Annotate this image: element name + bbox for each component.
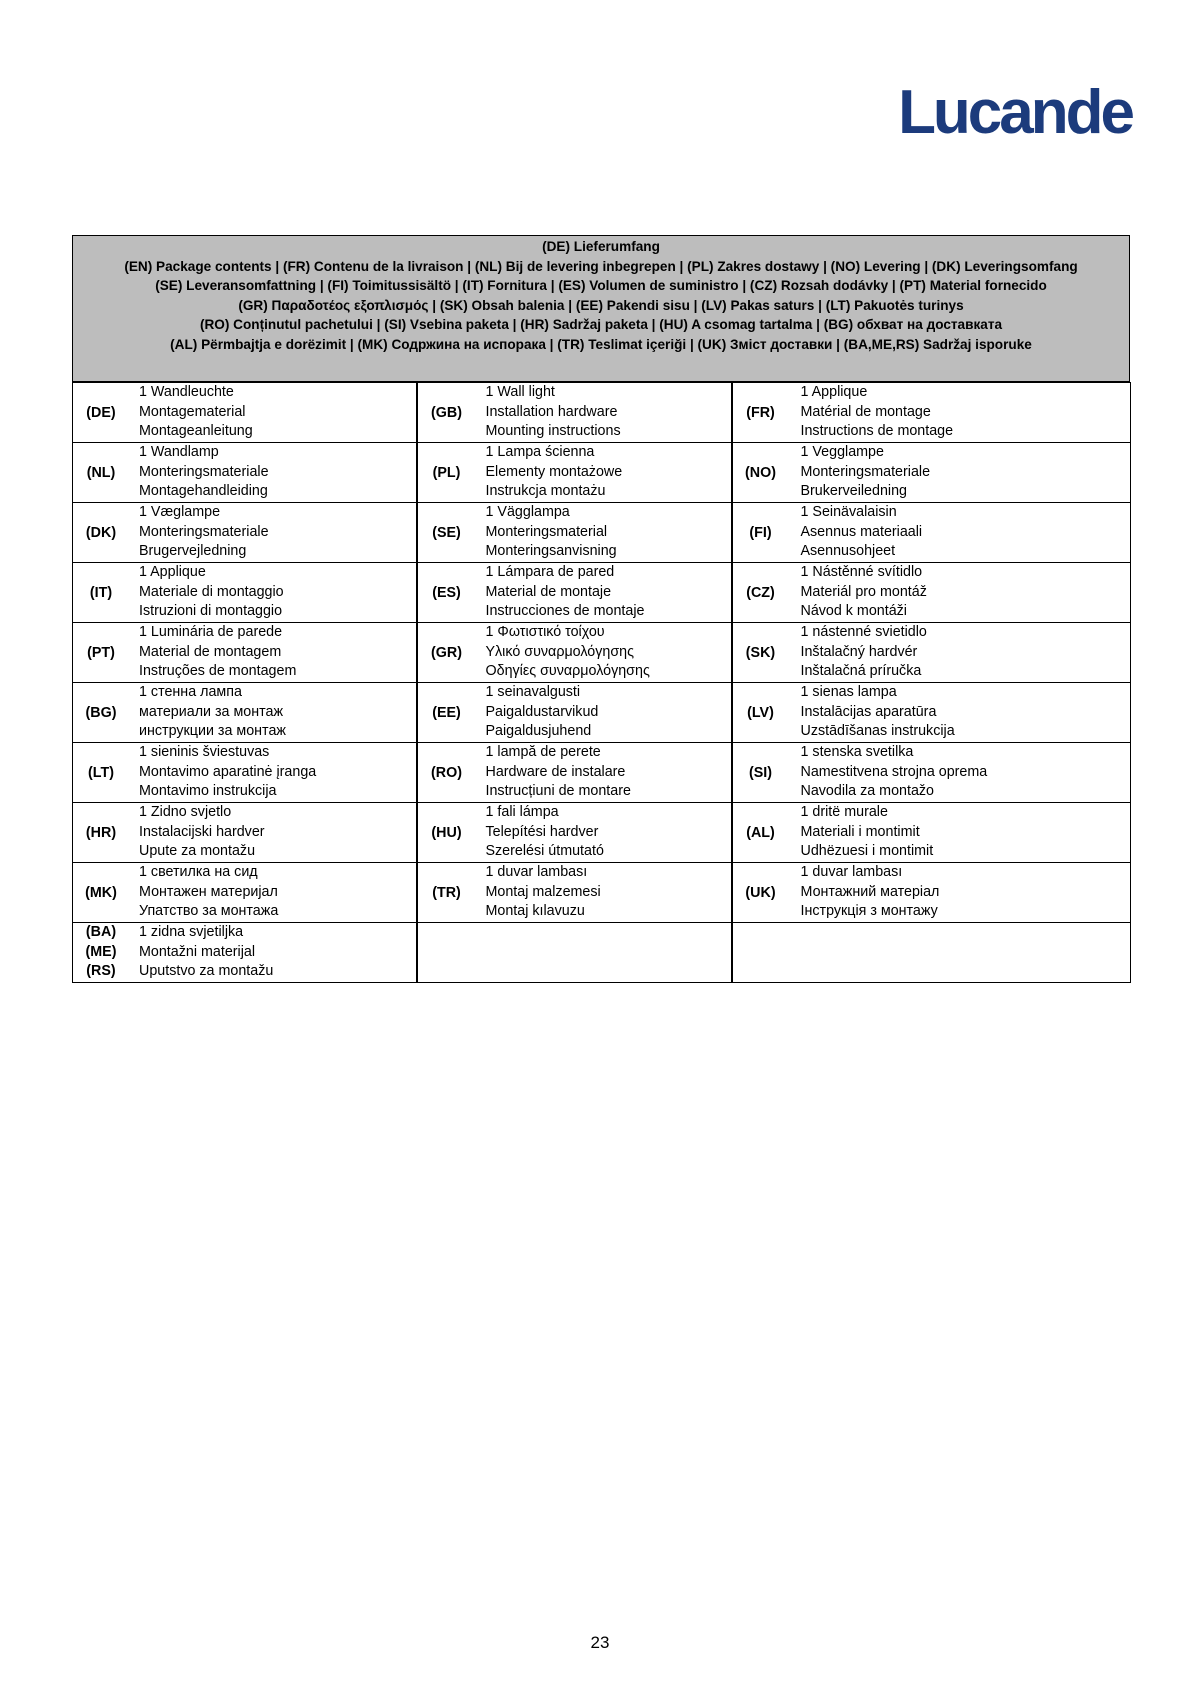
item-instructions: Упатство за монтажа xyxy=(139,903,279,920)
header-line: (DE) Lieferumfang xyxy=(542,239,660,254)
item-light: 1 Wandlamp xyxy=(139,443,219,460)
item-light: 1 stenska svetilka xyxy=(800,743,914,760)
item-instructions: Οδηγίες συναρμολόγησης xyxy=(485,663,650,680)
item-light: 1 Væglampe xyxy=(139,503,221,520)
language-cell xyxy=(417,923,732,983)
item-hardware: Material de montaje xyxy=(485,583,612,600)
item-light: 1 lampă de perete xyxy=(485,743,601,760)
item-light: 1 Φωτιστικό τοίχου xyxy=(485,623,605,640)
item-light: 1 fali lámpa xyxy=(485,803,559,820)
item-hardware: Namestitvena strojna oprema xyxy=(800,763,988,780)
item-hardware: Monteringsmateriale xyxy=(800,463,931,480)
item-light: 1 Applique xyxy=(800,383,868,400)
header-line: (GR) Παραδοτέος εξοπλισμός | (SK) Obsah balenia | (EE) Pakendi sisu | (LV) Pakas saturs | (LT) Pakuotės turinys xyxy=(238,297,964,313)
item-instructions: Montageanleitung xyxy=(139,423,253,440)
language-cell xyxy=(73,683,417,743)
language-cell xyxy=(732,863,1131,923)
language-code: (PT) xyxy=(87,644,115,661)
table-row xyxy=(73,863,1131,923)
item-light: 1 duvar lambası xyxy=(800,863,903,880)
language-cell xyxy=(732,683,1131,743)
package-contents-header xyxy=(72,235,1130,382)
item-light: 1 Wandleuchte xyxy=(139,383,234,400)
item-light: 1 Luminária de parede xyxy=(139,623,283,640)
item-instructions: Udhëzuesi i montimit xyxy=(800,843,934,860)
item-hardware: Монтажний матеріал xyxy=(800,883,940,900)
item-instructions: Brukerveiledning xyxy=(800,483,907,500)
language-cell xyxy=(732,443,1131,503)
item-hardware: Montažni materijal xyxy=(139,943,256,960)
item-hardware: Materiali i montimit xyxy=(800,823,920,840)
language-cell xyxy=(417,563,732,623)
item-light: 1 duvar lambası xyxy=(485,863,588,880)
item-hardware: Paigaldustarvikud xyxy=(485,703,599,720)
language-code: (GB) xyxy=(431,404,462,421)
language-code: (EE) xyxy=(432,704,461,721)
language-code: (LT) xyxy=(88,764,114,781)
item-instructions: Návod k montáži xyxy=(800,603,907,620)
table-row xyxy=(73,803,1131,863)
brand-logo: Lucande xyxy=(898,78,1132,147)
language-code-line: (RS) xyxy=(86,963,116,980)
language-cell xyxy=(417,503,732,563)
item-hardware: Monteringsmateriale xyxy=(139,463,269,480)
language-code: (DK) xyxy=(85,524,117,541)
header-line: (RO) Conținutul pachetului | (SI) Vsebina paketa | (HR) Sadržaj paketa | (HU) A csomag tartalma | (BG) обхват на доставката xyxy=(199,317,1003,333)
header-line: (EN) Package contents | (FR) Contenu de la livraison | (NL) Bij de levering inbegrepen | (PL) Zakres dostawy | (NO) Levering | (DK) Leveringsomfang xyxy=(124,258,1078,274)
item-hardware: Elementy montażowe xyxy=(485,463,623,480)
item-instructions: Mounting instructions xyxy=(485,423,621,440)
language-cell xyxy=(417,383,732,443)
header-line: (AL) Përmbajtja e dorëzimit | (MK) Содржина на испорака | (TR) Teslimat içeriği | (UK) Зміст доставки | (BA,ME,RS) Sadržaj isporuke xyxy=(170,336,1032,352)
item-hardware: Materiál pro montáž xyxy=(800,583,927,600)
item-light: 1 sieninis šviestuvas xyxy=(139,743,270,760)
item-instructions: Instruções de montagem xyxy=(139,663,297,680)
item-instructions: Montavimo instrukcija xyxy=(139,783,277,800)
item-hardware: Υλικό συναρμολόγησης xyxy=(485,643,635,660)
item-instructions: Upute za montažu xyxy=(139,843,256,860)
item-instructions: инструкции за монтаж xyxy=(139,723,286,740)
item-light: 1 seinavalgusti xyxy=(485,683,581,700)
table-row xyxy=(73,503,1131,563)
item-light: 1 sienas lampa xyxy=(800,683,897,700)
item-light: 1 светилка на сид xyxy=(139,863,258,880)
language-cell xyxy=(73,743,417,803)
item-instructions: Brugervejledning xyxy=(139,543,247,560)
language-code: (NO) xyxy=(745,464,776,481)
item-light: 1 Lampa ścienna xyxy=(485,443,595,460)
item-instructions: Paigaldusjuhend xyxy=(485,723,592,740)
language-code xyxy=(73,923,129,982)
language-code: (UK) xyxy=(745,884,776,901)
language-cell xyxy=(73,923,417,983)
language-code: (NL) xyxy=(86,464,116,481)
language-cell xyxy=(73,443,417,503)
item-hardware: Монтажен материјал xyxy=(139,883,278,900)
language-cell xyxy=(73,383,417,443)
language-code: (CZ) xyxy=(746,584,775,601)
item-light: 1 стенна лампа xyxy=(139,683,242,700)
item-instructions: Asennusohjeet xyxy=(800,543,896,560)
item-light: 1 Lámpara de pared xyxy=(485,563,615,580)
item-hardware: Asennus materiaali xyxy=(800,523,923,540)
language-cell xyxy=(73,863,417,923)
language-cell xyxy=(732,743,1131,803)
table-row xyxy=(73,623,1131,683)
language-cell xyxy=(73,803,417,863)
table-row xyxy=(73,683,1131,743)
language-cell xyxy=(417,803,732,863)
item-light: 1 dritë murale xyxy=(800,803,888,820)
item-light: 1 Wall light xyxy=(485,383,555,400)
language-code: (SK) xyxy=(745,644,776,661)
language-code-line: (ME) xyxy=(85,943,117,960)
item-instructions: Uputstvo za montažu xyxy=(139,963,274,980)
language-code: (IT) xyxy=(89,584,113,601)
item-light: 1 Vegglampe xyxy=(800,443,884,460)
item-hardware: Montagematerial xyxy=(139,403,246,420)
item-instructions: Navodila za montažo xyxy=(800,783,935,800)
item-hardware: Matérial de montage xyxy=(800,403,931,420)
language-cell xyxy=(732,563,1131,623)
language-code: (PL) xyxy=(432,464,461,481)
item-hardware: Instalācijas aparatūra xyxy=(800,703,937,720)
language-code: (RO) xyxy=(431,764,462,781)
table-row xyxy=(73,443,1131,503)
language-code: (SE) xyxy=(432,524,461,541)
item-light: 1 zidna svjetiljka xyxy=(139,923,244,940)
language-code: (MK) xyxy=(85,884,117,901)
language-code: (ES) xyxy=(432,584,461,601)
item-hardware: Inštalačný hardvér xyxy=(800,643,918,660)
item-instructions: Instructions de montage xyxy=(800,423,954,440)
item-hardware: Material de montagem xyxy=(139,643,282,660)
table-row xyxy=(73,743,1131,803)
table-row xyxy=(73,923,1131,983)
language-cell xyxy=(73,563,417,623)
item-instructions: Uzstādīšanas instrukcija xyxy=(800,723,955,740)
item-hardware: Instalacijski hardver xyxy=(139,823,265,840)
item-light: 1 Nástěnné svítidlo xyxy=(800,563,923,580)
item-light: 1 Zidno svjetlo xyxy=(139,803,232,820)
language-code: (DE) xyxy=(86,404,116,421)
language-code: (TR) xyxy=(432,884,461,901)
language-cell xyxy=(73,503,417,563)
language-cell xyxy=(73,623,417,683)
item-instructions: Inštalačná príručka xyxy=(800,663,922,680)
item-instructions: Instrucciones de montaje xyxy=(485,603,645,620)
language-cell xyxy=(417,863,732,923)
package-contents-table xyxy=(72,382,1131,983)
language-code: (HR) xyxy=(85,824,117,841)
item-hardware: Materiale di montaggio xyxy=(139,583,284,600)
item-hardware: материали за монтаж xyxy=(139,703,284,720)
table-row xyxy=(73,563,1131,623)
language-code-line: (BA) xyxy=(85,923,117,940)
item-hardware: Montavimo aparatinė įranga xyxy=(139,763,317,780)
language-cell xyxy=(732,623,1131,683)
item-instructions: Instrukcja montażu xyxy=(485,483,606,500)
item-instructions: Istruzioni di montaggio xyxy=(139,603,283,620)
item-hardware: Montaj malzemesi xyxy=(485,883,601,900)
item-instructions: Інструкція з монтажу xyxy=(800,903,938,920)
language-code: (GR) xyxy=(431,644,462,661)
item-light: 1 Vägglampa xyxy=(485,503,570,520)
page-number: 23 xyxy=(590,1633,610,1652)
language-cell xyxy=(417,743,732,803)
language-code: (LV) xyxy=(747,704,774,721)
item-instructions: Montaj kılavuzu xyxy=(485,903,585,920)
table-row xyxy=(73,383,1131,443)
language-code: (SI) xyxy=(748,764,773,781)
item-hardware: Monteringsmateriale xyxy=(139,523,269,540)
language-cell xyxy=(417,443,732,503)
language-cell xyxy=(732,803,1131,863)
item-light: 1 nástenné svietidlo xyxy=(800,623,927,640)
language-code: (FI) xyxy=(749,524,772,541)
item-light: 1 Seinävalaisin xyxy=(800,503,897,520)
item-instructions: Monteringsanvisning xyxy=(485,543,617,560)
language-code: (HU) xyxy=(431,824,462,841)
item-hardware: Telepítési hardver xyxy=(485,823,599,840)
header-line: (SE) Leveransomfattning | (FI) Toimitussisältö | (IT) Fornitura | (ES) Volumen de suministro | (CZ) Rozsah dodávky | (PT) Material fornecido xyxy=(155,278,1047,294)
language-cell xyxy=(417,683,732,743)
language-code: (FR) xyxy=(746,404,775,421)
language-code: (AL) xyxy=(746,824,775,841)
item-instructions: Szerelési útmutató xyxy=(485,843,604,860)
item-instructions: Montagehandleiding xyxy=(139,483,268,500)
item-light: 1 Applique xyxy=(139,563,206,580)
item-hardware: Monteringsmaterial xyxy=(485,523,608,540)
item-instructions: Instrucțiuni de montare xyxy=(485,783,631,800)
language-cell xyxy=(732,503,1131,563)
item-hardware: Installation hardware xyxy=(485,403,618,420)
item-hardware: Hardware de instalare xyxy=(485,763,626,780)
language-cell xyxy=(417,623,732,683)
language-cell xyxy=(732,923,1131,983)
language-cell xyxy=(732,383,1131,443)
language-code: (BG) xyxy=(85,704,117,721)
